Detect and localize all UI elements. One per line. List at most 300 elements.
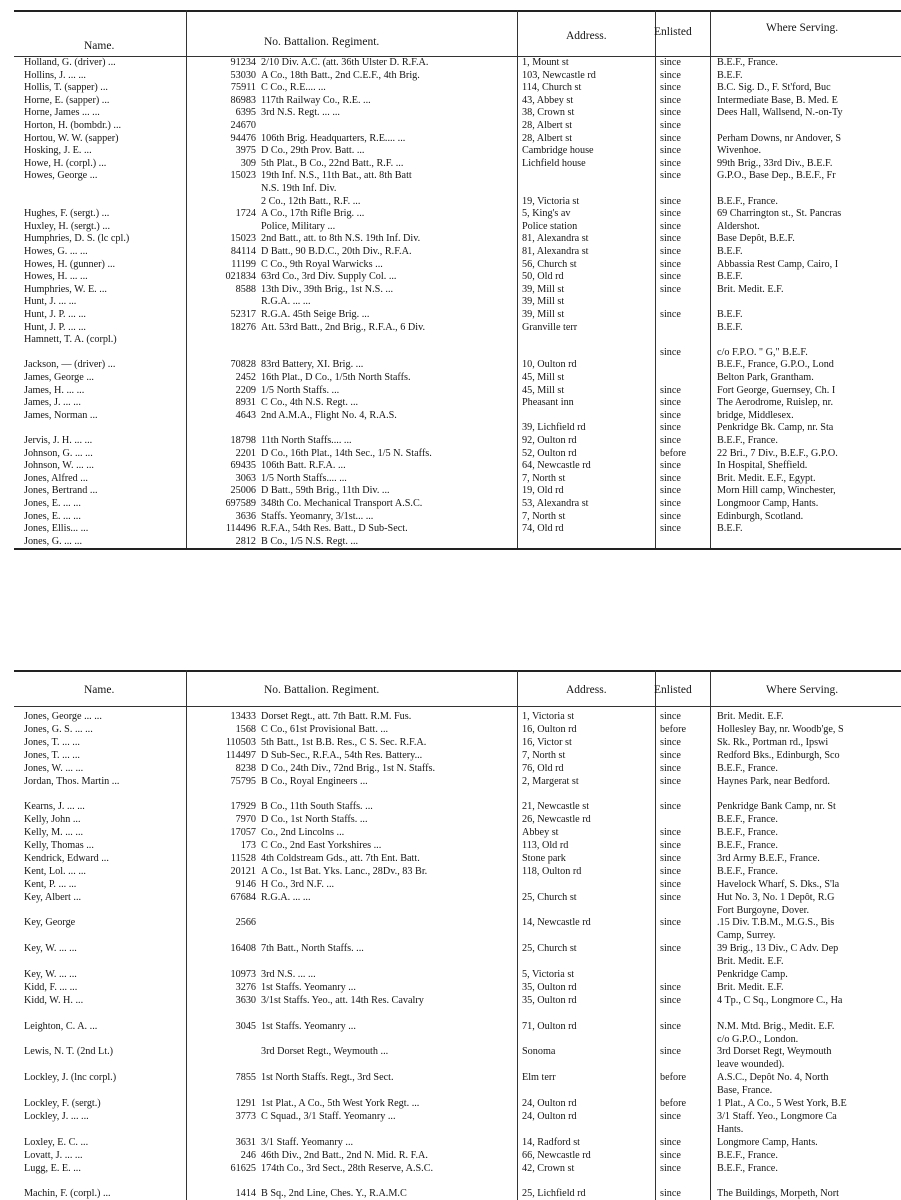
address-cell: 113, Old rd — [522, 840, 569, 851]
battalion-cell: A Co., 18th Batt., 2nd C.E.F., 4th Brig. — [261, 69, 420, 81]
address-cell: 74, Old rd — [522, 523, 564, 535]
enlisted-cell: since — [660, 258, 681, 270]
address-cell: 39, Mill st — [522, 296, 565, 308]
table-row — [14, 1174, 901, 1187]
table-row — [14, 434, 901, 447]
address-cell: 45, Mill st — [522, 384, 565, 396]
table-row — [14, 865, 901, 878]
name-cell: Humphries, W. E. ... — [24, 283, 107, 295]
enlisted-cell: since — [660, 120, 681, 131]
number-cell: 3631 — [235, 1136, 256, 1148]
serving-cell: Intermediate Base, B. Med. E — [717, 94, 838, 106]
battalion-cell: B Co., 1/5 N.S. Regt. ... — [261, 535, 359, 547]
table-row — [14, 904, 901, 917]
enlisted-cell: since — [660, 1162, 681, 1174]
address-cell: 43, Abbey st — [522, 94, 574, 106]
name-cell: Hollins, J. ... ... — [24, 69, 86, 81]
table-row — [14, 710, 901, 723]
address-cell: Police station — [522, 220, 578, 232]
serving-cell: Brit. Medit. E.F., Egypt. — [717, 472, 816, 484]
name-cell: Lockley, J. ... ... — [24, 1110, 89, 1122]
table-row — [14, 220, 901, 233]
enlisted-cell: since — [660, 82, 681, 94]
address-cell: 76, Old rd — [522, 762, 564, 774]
enlisted-cell: since — [660, 510, 681, 522]
serving-cell: Hants. — [717, 1123, 744, 1135]
enlisted-cell: since — [660, 346, 681, 358]
table-row — [14, 787, 901, 800]
address-cell: 2, Margerat st — [522, 775, 579, 787]
address-cell: 16, Victor st — [522, 736, 572, 748]
battalion-cell: 3/1st Staffs. Yeo., att. 14th Res. Cavalry — [261, 994, 424, 1006]
table-row — [14, 891, 901, 904]
name-cell: Lockley, F. (sergt.) — [24, 1098, 101, 1109]
name-cell: Howes, H. ... ... — [24, 271, 88, 283]
address-cell: 52, Oulton rd — [522, 447, 577, 459]
enlisted-cell: since — [660, 384, 681, 396]
number-cell: 17057 — [230, 827, 256, 839]
address-cell: 26, Newcastle rd — [522, 814, 591, 826]
enlisted-cell: since — [660, 827, 681, 839]
enlisted-cell: since — [660, 711, 681, 722]
enlisted-cell: since — [660, 246, 681, 257]
table-row — [14, 749, 901, 762]
table-row — [14, 207, 901, 220]
number-cell: 18276 — [230, 321, 256, 333]
enlisted-cell: since — [660, 157, 681, 169]
number-cell: 18798 — [230, 435, 256, 446]
serving-cell: Hollesley Bay, nr. Woodb'ge, S — [717, 723, 844, 735]
table-row — [14, 522, 901, 535]
serving-cell: Brit. Medit. E.F. — [717, 711, 784, 722]
number-cell: 11528 — [230, 852, 256, 864]
battalion-cell: 1st Staffs. Yeomanry ... — [261, 981, 356, 993]
name-cell: Kelly, John ... — [24, 814, 81, 826]
name-cell: Johnson, G. ... ... — [24, 447, 93, 459]
name-cell: James, George ... — [24, 372, 94, 383]
address-cell: 71, Oulton rd — [522, 1020, 577, 1032]
enlisted-cell: since — [660, 435, 681, 446]
table-row — [14, 981, 901, 994]
table-row — [14, 484, 901, 497]
address-cell: 25, Church st — [522, 943, 577, 955]
battalion-cell: Co., 2nd Lincolns ... — [261, 827, 345, 839]
table-row — [14, 308, 901, 321]
number-cell: 2201 — [235, 447, 256, 459]
number-cell: 15023 — [230, 233, 256, 245]
address-cell: Granville terr — [522, 321, 578, 333]
number-cell: 2812 — [235, 535, 256, 547]
table-row — [14, 942, 901, 955]
enlisted-cell: since — [660, 775, 681, 787]
enlisted-cell: since — [660, 1136, 681, 1148]
name-cell: Johnson, W. ... ... — [24, 460, 94, 472]
bottom-rule — [14, 548, 901, 550]
name-cell: Jones, E. ... ... — [24, 498, 81, 509]
number-cell: 2452 — [235, 372, 256, 383]
name-cell: Machin, F. (corpl.) ... — [24, 1188, 111, 1200]
address-cell: 1, Mount st — [522, 57, 569, 68]
address-cell: 118, Oulton rd — [522, 865, 582, 877]
battalion-cell: B Co., 11th South Staffs. ... — [261, 801, 373, 813]
name-cell: Jordan, Thos. Martin ... — [24, 775, 120, 787]
enlisted-cell: since — [660, 422, 681, 434]
number-cell: 86983 — [230, 94, 256, 106]
battalion-cell: Dorset Regt., att. 7th Batt. R.M. Fus. — [261, 711, 412, 722]
battalion-cell: 1/5 North Staffs.... ... — [261, 472, 347, 484]
name-cell: Key, Albert ... — [24, 891, 82, 903]
number-cell: 61625 — [230, 1162, 256, 1174]
serving-cell: Redford Bks., Edinburgh, Sco — [717, 749, 840, 761]
header-name: Name. — [84, 40, 115, 52]
serving-cell: Dees Hall, Wallsend, N.-on-Ty — [717, 107, 843, 119]
enlisted-cell: since — [660, 736, 681, 748]
name-cell: Holland, G. (driver) ... — [24, 57, 116, 68]
number-cell: 114497 — [225, 749, 256, 761]
serving-cell: Edinburgh, Scotland. — [717, 510, 804, 522]
serving-cell: N.M. Mtd. Brig., Medit. E.F. — [717, 1020, 835, 1032]
table-row — [14, 968, 901, 981]
serving-cell: G.P.O., Base Dep., B.E.F., Fr — [717, 170, 836, 182]
serving-cell: 69 Charrington st., St. Pancras — [717, 208, 842, 220]
serving-cell: Havelock Wharf, S. Dks., S'la — [717, 878, 840, 890]
serving-cell: Fort George, Guernsey, Ch. I — [717, 384, 836, 396]
table-row — [14, 535, 901, 548]
serving-cell: B.E.F., France, G.P.O., Lond — [717, 359, 834, 371]
table-row — [14, 333, 901, 346]
top-rule — [14, 670, 901, 672]
serving-cell: bridge, Middlesex. — [717, 409, 794, 421]
battalion-cell: 106th Brig. Headquarters, R.E.... ... — [261, 132, 406, 144]
enlisted-cell: since — [660, 891, 681, 903]
table-row — [14, 1058, 901, 1071]
name-cell: Hamnett, T. A. (corpl.) — [24, 334, 117, 346]
enlisted-cell: since — [660, 852, 681, 864]
name-cell: Loxley, E. C. ... — [24, 1136, 89, 1148]
serving-cell: 99th Brig., 33rd Div., B.E.F. — [717, 157, 833, 169]
battalion-cell: 1st Plat., A Co., 5th West York Regt. ... — [261, 1098, 420, 1109]
address-cell: 24, Oulton rd — [522, 1110, 577, 1122]
table-row — [14, 283, 901, 296]
table-row — [14, 258, 901, 271]
battalion-cell: R.G.A. ... ... — [261, 296, 311, 308]
address-cell: 114, Church st — [522, 82, 582, 94]
number-cell: 6395 — [235, 107, 256, 119]
name-cell: Lugg, E. E. ... — [24, 1162, 81, 1174]
battalion-cell: 348th Co. Mechanical Transport A.S.C. — [261, 498, 423, 509]
address-cell: 16, Oulton rd — [522, 723, 577, 735]
address-cell: Pheasant inn — [522, 397, 574, 409]
enlisted-cell: since — [660, 749, 681, 761]
enlisted-cell: since — [660, 485, 681, 497]
number-cell: 4643 — [235, 409, 256, 421]
enlisted-cell: since — [660, 498, 681, 509]
serving-cell: B.E.F., France. — [717, 814, 778, 826]
battalion-cell: 117th Railway Co., R.E. ... — [261, 94, 371, 106]
table-row — [14, 736, 901, 749]
battalion-cell: 5th Batt., 1st B.B. Res., C S. Sec. R.F.A. — [261, 736, 427, 748]
name-cell: Huxley, H. (sergt.) ... — [24, 220, 111, 232]
name-cell: Leighton, C. A. ... — [24, 1020, 98, 1032]
battalion-cell: 5th Plat., B Co., 22nd Batt., R.F. ... — [261, 157, 404, 169]
serving-cell: A.S.C., Depôt No. 4, North — [717, 1072, 829, 1084]
battalion-cell: 63rd Co., 3rd Div. Supply Col. ... — [261, 271, 397, 283]
name-cell: Kelly, Thomas ... — [24, 840, 94, 851]
name-cell: Hollis, T. (sapper) ... — [24, 82, 108, 94]
name-cell: Hosking, J. E. ... — [24, 145, 92, 157]
table-row — [14, 813, 901, 826]
battalion-cell: 2 Co., 12th Batt., R.F. ... — [261, 195, 361, 207]
table-row — [14, 826, 901, 839]
name-cell: Lovatt, J. ... ... — [24, 1149, 83, 1161]
name-cell: Horton, H. (bombdr.) ... — [24, 120, 122, 131]
address-cell: Cambridge house — [522, 145, 594, 157]
serving-cell: B.E.F. — [717, 309, 743, 320]
enlisted-cell: since — [660, 145, 681, 157]
top-table — [14, 0, 901, 560]
battalion-cell: 2nd A.M.A., Flight No. 4, R.A.S. — [261, 409, 397, 421]
serving-cell: c/o G.P.O., London. — [717, 1033, 799, 1045]
serving-cell: B.E.F., France. — [717, 435, 778, 446]
enlisted-cell: since — [660, 472, 681, 484]
battalion-cell: 3/1 Staff. Yeomanry ... — [261, 1136, 354, 1148]
serving-cell: Base Depôt, B.E.F. — [717, 233, 795, 245]
name-cell: Hughes, F. (sergt.) ... — [24, 208, 110, 220]
address-cell: 53, Alexandra st — [522, 498, 589, 509]
name-cell: Jones, Ellis... ... — [24, 523, 89, 535]
address-cell: 103, Newcastle rd — [522, 69, 596, 81]
name-cell: Jones, T. ... ... — [24, 749, 80, 761]
table-row — [14, 775, 901, 788]
battalion-cell: 3rd Dorset Regt., Weymouth ... — [261, 1046, 389, 1058]
address-cell: 56, Church st — [522, 258, 577, 270]
table-row — [14, 295, 901, 308]
table-row — [14, 1084, 901, 1097]
name-cell: Jones, W. ... ... — [24, 762, 84, 774]
name-cell: Jervis, J. H. ... ... — [24, 435, 93, 446]
serving-cell: 1 Plat., A Co., 5 West York, B.E — [717, 1098, 847, 1109]
address-cell: 7, North st — [522, 510, 566, 522]
name-cell: Kent, Lol. ... ... — [24, 865, 86, 877]
table-row — [14, 878, 901, 891]
enlisted-cell: before — [660, 1098, 687, 1109]
address-cell: 42, Crown st — [522, 1162, 575, 1174]
table-row — [14, 762, 901, 775]
table-row — [14, 472, 901, 485]
battalion-cell: C Co., 2nd East Yorkshires ... — [261, 840, 382, 851]
serving-cell: 3rd Dorset Regt, Weymouth — [717, 1046, 832, 1058]
battalion-cell: C Co., R.E.... ... — [261, 82, 326, 94]
name-cell: Key, W. ... ... — [24, 943, 77, 955]
header-name: Name. — [84, 684, 115, 696]
serving-cell: Abbassia Rest Camp, Cairo, I — [717, 258, 839, 270]
serving-cell: In Hospital, Sheffield. — [717, 460, 808, 472]
number-cell: 3773 — [235, 1110, 256, 1122]
number-cell: 1291 — [235, 1098, 256, 1109]
number-cell: 021834 — [225, 271, 256, 283]
table-row — [14, 346, 901, 359]
battalion-cell: C Co., 9th Royal Warwicks ... — [261, 258, 383, 270]
name-cell: Kendrick, Edward ... — [24, 852, 109, 864]
serving-cell: Hut No. 3, No. 1 Depôt, R.G — [717, 891, 835, 903]
battalion-cell: 83rd Battery, XI. Brig. ... — [261, 359, 364, 371]
name-cell: Jones, G. S. ... ... — [24, 723, 93, 735]
serving-cell: Aldershot. — [717, 220, 760, 232]
table-row — [14, 232, 901, 245]
table-row — [14, 384, 901, 397]
header-rule — [14, 706, 901, 707]
enlisted-cell: since — [660, 878, 681, 890]
address-cell: 5, Victoria st — [522, 969, 575, 980]
table-row — [14, 132, 901, 145]
number-cell: 7855 — [235, 1072, 256, 1084]
serving-cell: The Aerodrome, Ruislep, nr. — [717, 397, 834, 409]
table-row — [14, 1187, 901, 1200]
table-row — [14, 144, 901, 157]
number-cell: 16408 — [230, 943, 256, 955]
table-row — [14, 994, 901, 1007]
table-row — [14, 1123, 901, 1136]
name-cell: Lockley, J. (lnc corpl.) — [24, 1072, 117, 1084]
address-cell: Abbey st — [522, 827, 559, 839]
battalion-cell: 3rd N.S. ... ... — [261, 969, 316, 980]
name-cell: Jones, Alfred ... — [24, 472, 88, 484]
number-cell: 9146 — [235, 878, 256, 890]
address-cell: 64, Newcastle rd — [522, 460, 591, 472]
serving-cell: Perham Downs, nr Andover, S — [717, 132, 842, 144]
enlisted-cell: since — [660, 283, 681, 295]
name-cell: Jones, Bertrand ... — [24, 485, 98, 497]
address-cell: 14, Radford st — [522, 1136, 581, 1148]
number-cell: 3045 — [235, 1020, 256, 1032]
bottom-table — [14, 660, 901, 1200]
enlisted-cell: since — [660, 397, 681, 409]
number-cell: 10973 — [230, 969, 256, 980]
table-row — [14, 69, 901, 82]
address-cell: 45, Mill st — [522, 372, 565, 383]
battalion-cell: Police, Military ... — [261, 220, 336, 232]
enlisted-cell: since — [660, 917, 681, 929]
enlisted-cell: since — [660, 195, 681, 207]
battalion-cell: H Co., 3rd N.F. ... — [261, 878, 335, 890]
table-row — [14, 1045, 901, 1058]
serving-cell: Penkridge Camp. — [717, 969, 788, 980]
name-cell: Kelly, M. ... ... — [24, 827, 84, 839]
number-cell: 13433 — [230, 711, 256, 722]
table-row — [14, 169, 901, 182]
serving-cell: Belton Park, Grantham. — [717, 372, 814, 383]
name-cell: Kearns, J. ... ... — [24, 801, 85, 813]
serving-cell: Base, France. — [717, 1085, 773, 1097]
number-cell: 94476 — [230, 132, 256, 144]
number-cell: 3975 — [235, 145, 256, 157]
battalion-cell: A Co., 1st Bat. Yks. Lanc., 28Dv., 83 Br. — [261, 865, 428, 877]
number-cell: 11199 — [231, 258, 256, 270]
table-row — [14, 119, 901, 132]
number-cell: 8238 — [235, 762, 256, 774]
name-cell: Jackson, — (driver) ... — [24, 359, 116, 371]
serving-cell: Morn Hill camp, Winchester, — [717, 485, 836, 497]
serving-cell: Brit. Medit. E.F. — [717, 283, 784, 295]
table-row — [14, 1033, 901, 1046]
enlisted-cell: since — [660, 1149, 681, 1161]
serving-cell: Wivenhoe. — [717, 145, 762, 157]
enlisted-cell: since — [660, 132, 681, 144]
serving-cell: B.E.F. — [717, 246, 743, 257]
table-row — [14, 929, 901, 942]
enlisted-cell: since — [660, 994, 681, 1006]
battalion-cell: R.G.A. 45th Seige Brig. ... — [261, 309, 370, 320]
battalion-cell: 4th Coldstream Gds., att. 7th Ent. Batt. — [261, 852, 420, 864]
serving-cell: Longmoor Camp, Hants. — [717, 498, 819, 509]
battalion-cell: 2nd Batt., att. to 8th N.S. 19th Inf. Div. — [261, 233, 421, 245]
name-cell: Horne, E. (sapper) ... — [24, 94, 110, 106]
battalion-cell: D Batt., 59th Brig., 11th Div. ... — [261, 485, 390, 497]
address-cell: 10, Oulton rd — [522, 359, 577, 371]
address-cell: 39, Mill st — [522, 309, 565, 320]
name-cell: Key, W. ... ... — [24, 969, 77, 980]
battalion-cell: D Co., 24th Div., 72nd Brig., 1st N. Staffs. — [261, 762, 436, 774]
enlisted-cell: before — [660, 447, 687, 459]
serving-cell: B.E.F., France. — [717, 840, 778, 851]
serving-cell: Sk. Rk., Portman rd., Ipswi — [717, 736, 829, 748]
battalion-cell: 106th Batt. R.F.A. ... — [261, 460, 346, 472]
battalion-cell: N.S. 19th Inf. Div. — [261, 183, 337, 194]
top-rule — [14, 10, 901, 12]
enlisted-cell: since — [660, 271, 681, 283]
table-row — [14, 459, 901, 472]
enlisted-cell: since — [660, 94, 681, 106]
serving-cell: B.E.F. — [717, 523, 743, 535]
header-address: Address. — [566, 684, 607, 696]
address-cell: 1, Victoria st — [522, 711, 575, 722]
table-row — [14, 839, 901, 852]
battalion-cell: A Co., 17th Rifle Brig. ... — [261, 208, 365, 220]
battalion-cell: Staffs. Yeomanry, 3/1st... ... — [261, 510, 374, 522]
enlisted-cell: since — [660, 981, 681, 993]
enlisted-cell: since — [660, 762, 681, 774]
address-cell: 24, Oulton rd — [522, 1098, 577, 1109]
serving-cell: B.C. Sig. D., F. St'ford, Buc — [717, 82, 831, 94]
serving-cell: Longmore Camp, Hants. — [717, 1136, 818, 1148]
table-row — [14, 182, 901, 195]
enlisted-cell: since — [660, 1110, 681, 1122]
battalion-cell: D Co., 16th Plat., 14th Sec., 1/5 N. Staffs. — [261, 447, 432, 459]
number-cell: 70828 — [230, 359, 256, 371]
name-cell: Hortou, W. W. (sapper) — [24, 132, 119, 144]
battalion-cell: 13th Div., 39th Brig., 1st N.S. ... — [261, 283, 394, 295]
address-cell: 50, Old rd — [522, 271, 564, 283]
number-cell: 20121 — [230, 865, 256, 877]
serving-cell: 39 Brig., 13 Div., C Adv. Dep — [717, 943, 839, 955]
serving-cell: 22 Bri., 7 Div., B.E.F., G.P.O. — [717, 447, 838, 459]
serving-cell: 3rd Army B.E.F., France. — [717, 852, 820, 864]
serving-cell: B.E.F., France. — [717, 195, 778, 207]
battalion-cell: B Co., Royal Engineers ... — [261, 775, 368, 787]
serving-cell: Fort Burgoyne, Dover. — [717, 904, 810, 916]
serving-cell: Penkridge Bk. Camp, nr. Sta — [717, 422, 834, 434]
enlisted-cell: since — [660, 460, 681, 472]
name-cell: Horne, James ... ... — [24, 107, 100, 119]
battalion-cell: 11th North Staffs.... ... — [261, 435, 352, 446]
serving-cell: B.E.F., France. — [717, 827, 778, 839]
name-cell: James, J. ... ... — [24, 397, 81, 409]
name-cell: James, Norman ... — [24, 409, 98, 421]
number-cell: 3276 — [235, 981, 256, 993]
battalion-cell: Att. 53rd Batt., 2nd Brig., R.F.A., 6 Div. — [261, 321, 426, 333]
number-cell: 2566 — [235, 917, 256, 929]
table-row — [14, 106, 901, 119]
